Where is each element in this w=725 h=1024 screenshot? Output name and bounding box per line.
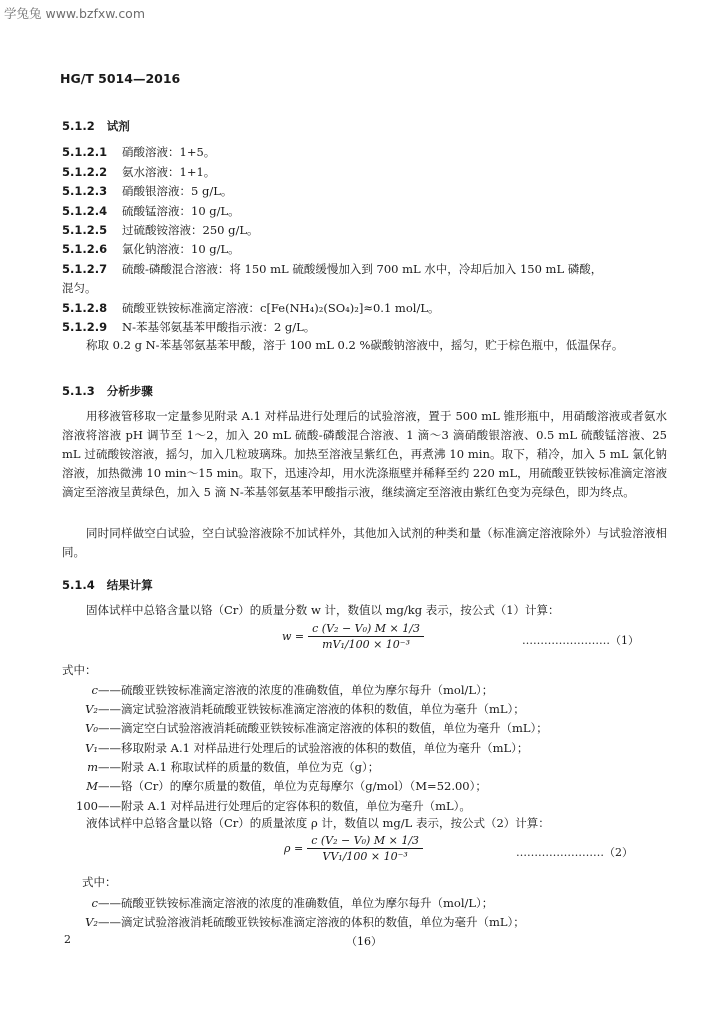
item-5-1-2-1: 5.1.2.1 硝酸溶液：1+5。 [62, 145, 216, 159]
document-id: HG/T 5014—2016 [60, 71, 181, 86]
variable-v2: V₂——滴定试验溶液消耗硫酸亚铁铵标准滴定溶液的体积的数值，单位为毫升（mL）； [85, 702, 525, 716]
page-number: 2 [64, 933, 71, 946]
item-5-1-2-8: 5.1.2.8 硫酸亚铁铵标准滴定溶液：c[Fe(NH₄)₂(SO₄)₂]≈0.1 mol/L。 [62, 301, 440, 315]
variable-v1: V₁——移取附录 A.1 对样品进行处理后的试验溶液的体积的数值，单位为毫升（mL）； [85, 741, 529, 755]
blank-test-paragraph: 同时同样做空白试验，空白试验溶液除不加试样外，其他加入试剂的种类和量（标准滴定溶液除外）与试验溶液相同。 [62, 526, 667, 559]
formula-2-numerator: c (V₂ − V₀) M × 1/3 [307, 834, 423, 849]
formula-1-number: ……………………（1） [522, 634, 639, 647]
item-5-1-2-4: 5.1.2.4 硫酸锰溶液：10 g/L。 [62, 204, 240, 218]
watermark: 学兔兔 www.bzfxw.com [4, 6, 146, 21]
section-5-1-4-heading: 5.1.4 结果计算 [62, 578, 153, 592]
formula-2-denominator: VV₁/100 × 10⁻³ [322, 850, 408, 863]
formula-1-fraction [308, 622, 424, 651]
formula-1-denominator: mV₁/100 × 10⁻³ [322, 638, 411, 651]
item-5-1-2-6: 5.1.2.6 氯化钠溶液：10 g/L。 [62, 242, 240, 256]
section-5-1-2-heading: 5.1.2 试剂 [62, 119, 130, 133]
variable-m: m——附录 A.1 称取试样的质量的数值，单位为克（g）； [87, 760, 380, 774]
variable-v2-2: V₂——滴定试验溶液消耗硫酸亚铁铵标准滴定溶液的体积的数值，单位为毫升（mL）； [85, 915, 525, 929]
page-center-marker: （16） [346, 935, 382, 948]
variable-c: c——硫酸亚铁铵标准滴定溶液的浓度的准确数值，单位为摩尔每升（mol/L）； [91, 683, 494, 697]
item-5-1-2-5: 5.1.2.5 过硫酸铵溶液：250 g/L。 [62, 223, 259, 237]
item-5-1-2-9: 5.1.2.9 N-苯基邻氨基苯甲酸指示液：2 g/L。 [62, 320, 316, 334]
variable-100: 100——附录 A.1 对样品进行处理后的定容体积的数值，单位为毫升（mL）。 [76, 799, 471, 813]
where-label-1: 式中： [62, 663, 97, 677]
variable-c-2: c——硫酸亚铁铵标准滴定溶液的浓度的准确数值，单位为摩尔每升（mol/L）； [91, 896, 494, 910]
formula-2-lhs: ρ = [284, 842, 304, 855]
formula-2-fraction [307, 834, 423, 863]
where-label-2: 式中： [82, 875, 117, 889]
variable-v0: V₀——滴定空白试验溶液消耗硫酸亚铁铵标准滴定溶液的体积的数值，单位为毫升（mL）； [85, 721, 548, 735]
indicator-preparation-paragraph: 称取 0.2 g N-苯基邻氨基苯甲酸，溶于 100 mL 0.2 %碳酸钠溶液中，摇匀，贮于棕色瓶中，低温保存。 [86, 338, 624, 352]
section-5-1-3-heading: 5.1.3 分析步骤 [62, 384, 153, 398]
liquid-sample-intro: 液体试样中总铬含量以铬（Cr）的质量浓度 ρ 计，数值以 mg/L 表示，按公式（2）计算： [86, 816, 550, 830]
item-5-1-2-7-continued: 混匀。 [62, 281, 97, 295]
formula-2 [284, 834, 423, 863]
analysis-procedure-paragraph: 用移液管移取一定量参见附录 A.1 对样品进行处理后的试验溶液，置于 500 mL 锥形瓶中，用硝酸溶液或者氨水溶液将溶液 pH 调节至 1～2，加入 20 mL 硫酸-磷酸混合溶液、1 滴～3 滴硝酸银溶液、0.5 mL 硫酸锰溶液、25 mL 过硫酸铵溶液，摇匀，加入几粒玻璃珠。加热至溶液呈紫红色，再煮沸 10 min。取下，稍冷，加入 5 mL 氯化钠溶液，加热微沸 10 min～15 min。取下，迅速冷却，用水洗涤瓶壁并稀释至约 220 mL，用硫酸亚铁铵标准滴定溶液滴定至溶液呈黄绿色，加入 5 滴 N-苯基邻氨基苯甲酸指示液，继续滴定至溶液由紫红色变为亮绿色，即为终点。 [62, 409, 667, 499]
item-5-1-2-3: 5.1.2.3 硝酸银溶液：5 g/L。 [62, 184, 233, 198]
item-5-1-2-2: 5.1.2.2 氨水溶液：1+1。 [62, 165, 216, 179]
formula-1-numerator: c (V₂ − V₀) M × 1/3 [308, 622, 424, 637]
formula-1 [282, 622, 424, 651]
variable-molar-mass: M——铬（Cr）的摩尔质量的数值，单位为克每摩尔（g/mol）（M=52.00）； [86, 779, 487, 793]
item-5-1-2-7: 5.1.2.7 硫酸-磷酸混合溶液：将 150 mL 硫酸缓慢加入到 700 mL 水中，冷却后加入 150 mL 磷酸， [62, 262, 603, 276]
formula-1-lhs: w = [282, 630, 305, 643]
solid-sample-intro: 固体试样中总铬含量以铬（Cr）的质量分数 w 计，数值以 mg/kg 表示，按公式（1）计算： [86, 603, 560, 617]
formula-2-number: ……………………（2） [516, 846, 633, 859]
